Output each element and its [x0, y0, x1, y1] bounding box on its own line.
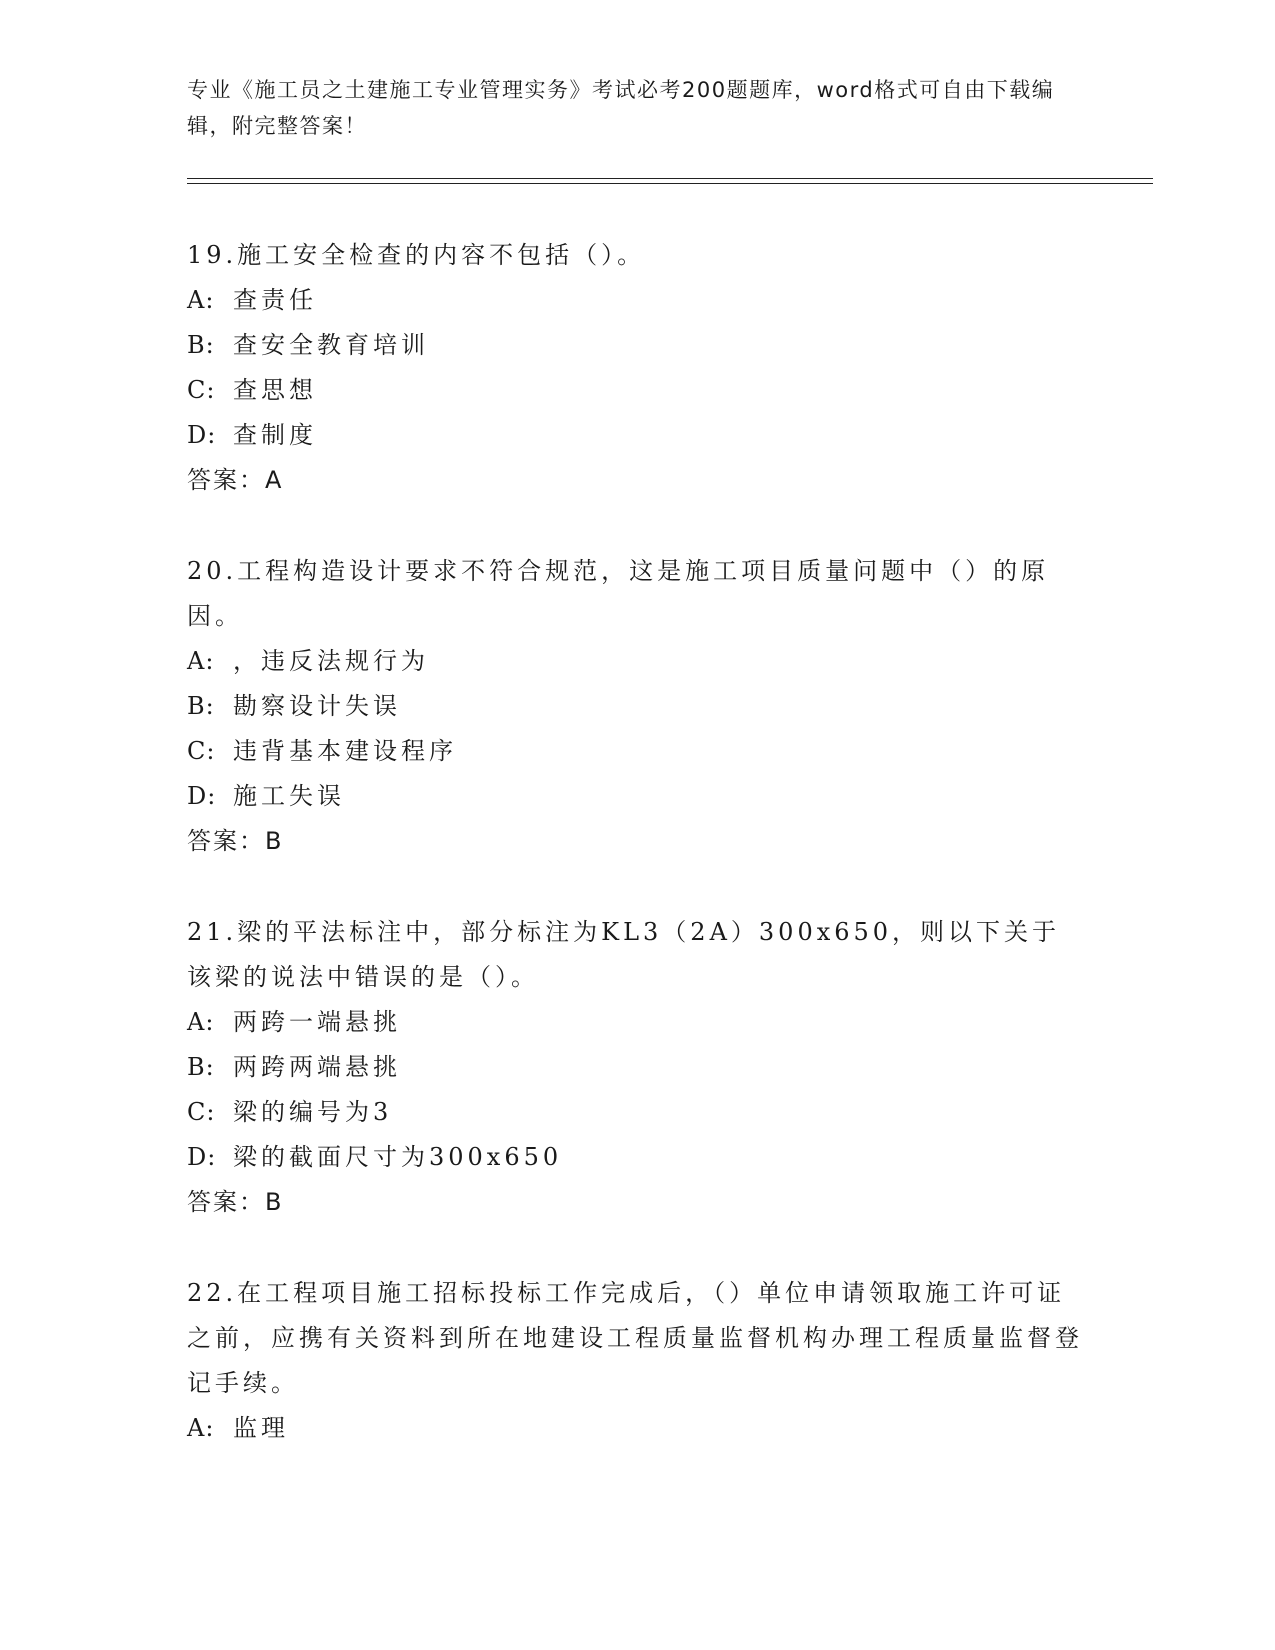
question-19 [187, 233, 1087, 503]
option-text: 查制度 [233, 421, 317, 449]
option-text: ，违反法规行为 [233, 647, 429, 675]
option-a [187, 278, 1087, 323]
option-letter: A: [187, 1414, 215, 1442]
option-d [187, 774, 1087, 819]
option-letter: D: [187, 1143, 217, 1171]
question-22 [187, 1271, 1087, 1451]
option-text: 两跨两端悬挑 [233, 1053, 401, 1081]
option-text: 监理 [233, 1414, 289, 1442]
option-a [187, 1406, 1087, 1451]
option-text: 梁的截面尺寸为300x650 [233, 1143, 563, 1171]
option-text: 勘察设计失误 [233, 692, 401, 720]
answer-label: 答案：B [187, 827, 284, 855]
option-letter: C: [187, 1098, 216, 1126]
question-21 [187, 910, 1087, 1225]
option-text: 查思想 [233, 376, 317, 404]
option-letter: B: [187, 331, 215, 359]
option-d [187, 413, 1087, 458]
option-a [187, 1000, 1087, 1045]
header-divider-bottom [187, 183, 1153, 184]
option-b [187, 1045, 1087, 1090]
question-text: 20.工程构造设计要求不符合规范，这是施工项目质量问题中（）的原因。 [187, 557, 1050, 630]
answer-label: 答案：A [187, 466, 284, 494]
option-text: 两跨一端悬挑 [233, 1008, 401, 1036]
option-c [187, 729, 1087, 774]
option-text: 查责任 [233, 286, 317, 314]
option-c [187, 368, 1087, 413]
page-header-title: 专业《施工员之土建施工专业管理实务》考试必考200题题库，word格式可自由下载编辑，附完整答案！ [187, 78, 1055, 138]
question-list [187, 233, 1087, 1497]
option-letter: B: [187, 692, 215, 720]
option-letter: C: [187, 376, 216, 404]
question-20 [187, 549, 1087, 864]
option-c [187, 1090, 1087, 1135]
question-text: 21.梁的平法标注中，部分标注为KL3（2A）300x650，则以下关于该梁的说法中错误的是（）。 [187, 918, 1061, 991]
answer-label: 答案：B [187, 1188, 284, 1216]
option-text: 施工失误 [233, 782, 345, 810]
option-text: 梁的编号为3 [233, 1098, 393, 1126]
option-letter: D: [187, 782, 217, 810]
question-text: 22.在工程项目施工招标投标工作完成后，（）单位申请领取施工许可证之前，应携有关资料到所在地建设工程质量监督机构办理工程质量监督登记手续。 [187, 1279, 1083, 1397]
option-b [187, 323, 1087, 368]
option-letter: A: [187, 1008, 215, 1036]
header-divider-top [187, 178, 1153, 179]
option-letter: C: [187, 737, 216, 765]
option-b [187, 684, 1087, 729]
option-letter: A: [187, 286, 215, 314]
option-letter: A: [187, 647, 215, 675]
option-text: 查安全教育培训 [233, 331, 429, 359]
question-text: 19.施工安全检查的内容不包括（）。 [187, 241, 646, 269]
option-a [187, 639, 1087, 684]
option-d [187, 1135, 1087, 1180]
option-letter: B: [187, 1053, 215, 1081]
option-text: 违背基本建设程序 [233, 737, 457, 765]
option-letter: D: [187, 421, 217, 449]
